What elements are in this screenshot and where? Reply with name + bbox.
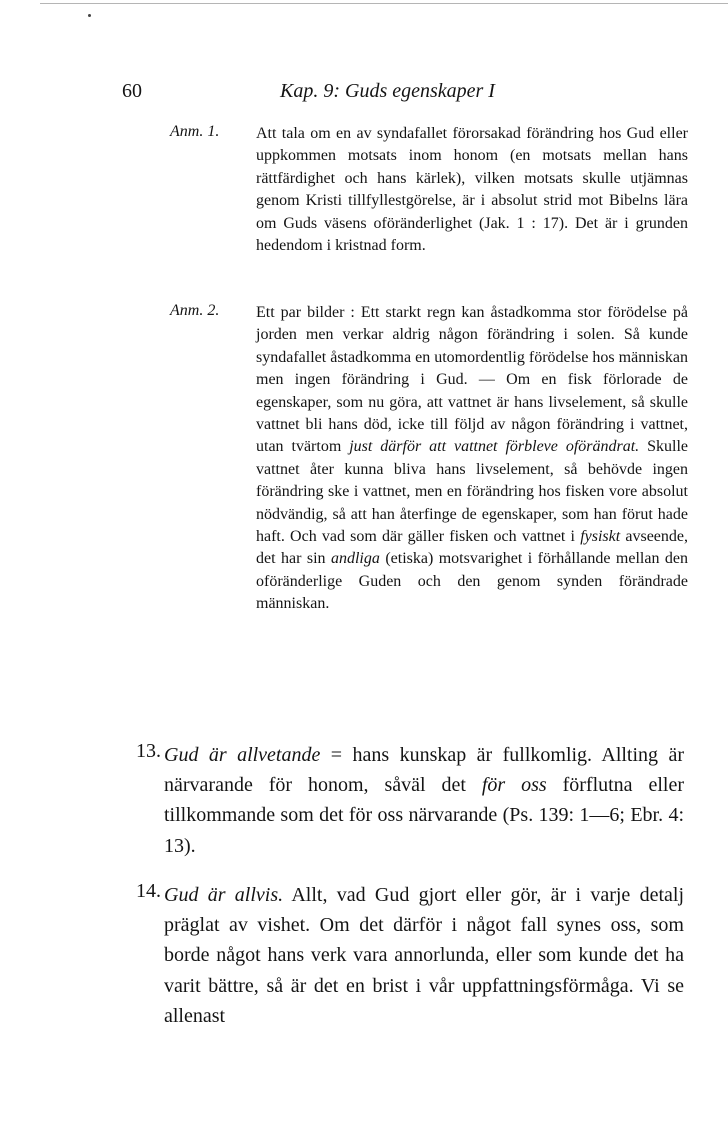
note-emphasis: fysiskt <box>580 528 621 546</box>
note-label: Anm. 2. <box>170 302 220 319</box>
paragraph-number: 13. <box>136 740 161 762</box>
paragraph-body <box>164 880 684 1031</box>
paragraph-text: förflutna eller tillkommande som det för oss närvarande (Ps. 139: 1—6; Ebr. 4: 13). <box>164 774 685 857</box>
top-edge-line <box>40 3 728 4</box>
paragraph-emphasis: Gud är allvis. <box>164 884 284 906</box>
paragraph-text: Allt, vad Gud gjort eller gör, är i varje detalj präglat av vishet. Om det därför i något fall synes oss, som borde något hans verk vara annorlunda, eller som kunde det ha varit bättre, så är det en brist i vår uppfattningsförmåga. Vi se allenast <box>164 884 684 1027</box>
note-text: (etiska) motsvarighet i förhållande mellan den oföränderlige Guden och den genom synden förändrade människan. <box>256 550 688 613</box>
note-emphasis: just därför att vattnet förbleve oförändrat. <box>349 438 640 456</box>
paragraph-emphasis: för oss <box>481 774 547 797</box>
paragraph-number: 14. <box>136 880 161 902</box>
paragraph-emphasis: Gud är allvetande <box>164 744 321 766</box>
note-body <box>256 123 688 257</box>
page-header <box>0 80 728 106</box>
page-speck <box>88 14 91 17</box>
note-1 <box>170 123 688 257</box>
paragraph-13 <box>136 740 684 861</box>
note-text: Skulle vattnet åter kunna bliva hans livselement, så behövde ingen förändring ske i vattnet, men en förändring hos fisken vore absolut nödvändig, så att han återfinge de egenskaper, som han förut hade haft. Och vad som där gäller fisken och vattnet i <box>256 438 689 546</box>
note-emphasis: andliga <box>330 550 380 568</box>
note-body <box>256 302 688 616</box>
note-text: Att tala om en av syndafallet förorsakad förändring hos Gud eller uppkommen motsats inom honom (en motsats mellan hans rättfärdighet och hans kärlek), vilken motsats skulle utjämnas genom Kristi tillfyllestgörelse, är i absolut strid mot Bibelns lära om Guds väsens oföränderlighet (Jak. 1 : 17). Det är i grunden hedendom i kristnad form. <box>256 125 688 255</box>
paragraph-14 <box>136 880 684 1031</box>
note-text: Ett par bilder : Ett starkt regn kan åstadkomma stor förödelse på jorden men verkar aldrig någon förändring i solen. Så kunde syndafallet åstadkomma en utomordentlig förödelse hos människan men ingen förändring i Gud. — Om en fisk förlorade de egenskaper, som nu göra, att vattnet är hans livselement, så skulle vattnet bli hans död, icke till följd av någon förändring i vattnet, utan tvärtom <box>256 304 688 456</box>
note-label: Anm. 1. <box>170 123 220 140</box>
note-2 <box>170 302 688 616</box>
paragraph-body <box>164 740 684 861</box>
paragraph-text: = hans kunskap är fullkomlig. Allting är närvarande för honom, såväl det <box>164 744 684 797</box>
page-number: 60 <box>122 80 142 102</box>
note-text: avseende, det har sin <box>256 528 689 568</box>
running-title: Kap. 9: Guds egenskaper I <box>280 80 495 102</box>
